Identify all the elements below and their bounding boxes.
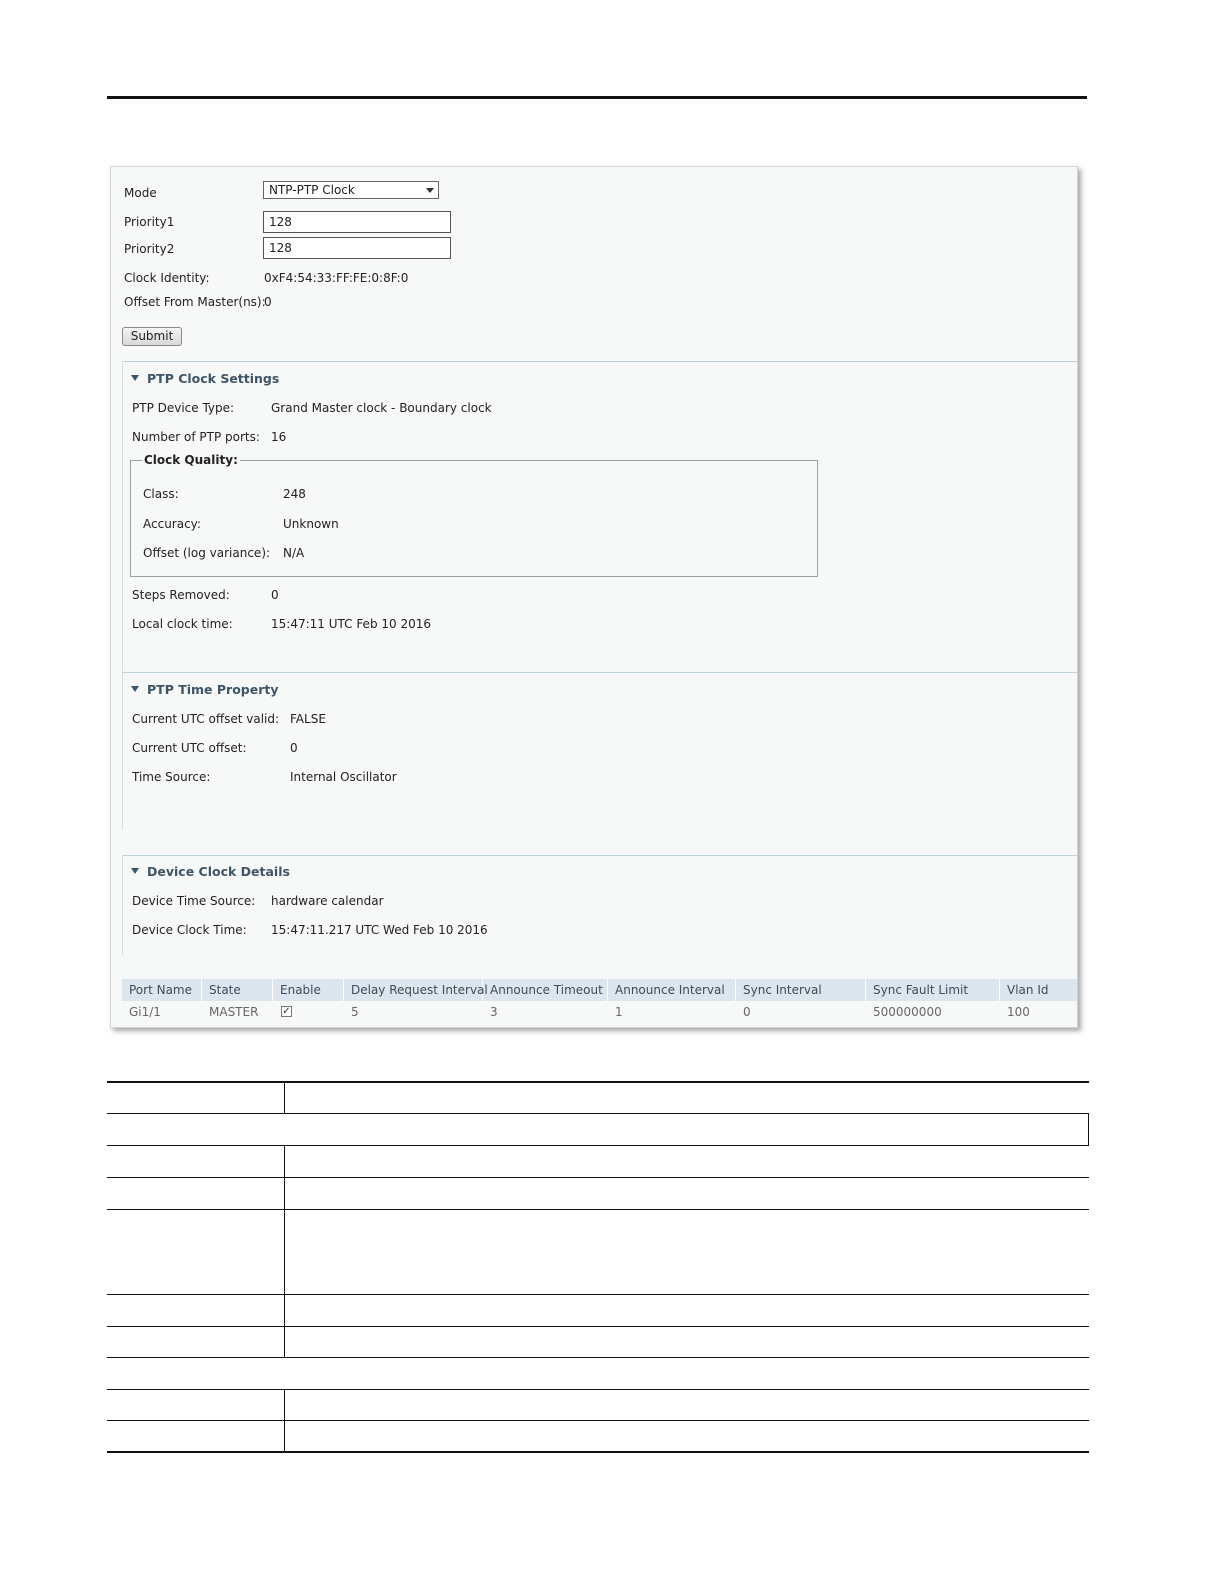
mode-select[interactable]	[263, 181, 439, 199]
table-rule	[107, 1326, 1089, 1327]
table-rule	[107, 1113, 1089, 1114]
table-rule	[107, 1081, 1089, 1083]
priority1-input[interactable]: 128	[263, 211, 451, 233]
device-time-source-label: Device Time Source:	[132, 894, 256, 908]
section-divider	[122, 855, 1077, 856]
table-rule	[107, 1145, 1089, 1146]
local-clock-time-value: 15:47:11 UTC Feb 10 2016	[271, 617, 431, 631]
clock-class-label: Class:	[143, 487, 179, 501]
clock-identity-value: 0xF4:54:33:FF:FE:0:8F:0	[264, 271, 409, 285]
ptp-time-property-title: PTP Time Property	[147, 682, 279, 697]
triangle-down-icon	[131, 375, 139, 381]
mode-select-value: NTP-PTP Clock	[269, 183, 355, 197]
clock-quality-legend: Clock Quality:	[144, 453, 238, 467]
column-header-vlan-id[interactable]: Vlan Id	[1007, 983, 1049, 997]
clock-accuracy-label: Accuracy:	[143, 517, 201, 531]
local-clock-time-label: Local clock time:	[132, 617, 233, 631]
cell-port-name: Gi1/1	[129, 1005, 161, 1019]
section-divider	[122, 672, 1077, 673]
mode-label: Mode	[124, 186, 157, 200]
cell-announce-timeout: 3	[490, 1005, 498, 1019]
steps-removed-label: Steps Removed:	[132, 588, 230, 602]
chevron-down-icon[interactable]	[426, 188, 434, 193]
ptp-time-property-header[interactable]	[131, 682, 279, 697]
ptp-device-type-value: Grand Master clock - Boundary clock	[271, 401, 492, 415]
device-clock-time-label: Device Clock Time:	[132, 923, 247, 937]
clock-offset-label: Offset (log variance):	[143, 546, 271, 560]
submit-button[interactable]: Submit	[122, 327, 182, 346]
device-clock-details-header[interactable]	[131, 864, 290, 879]
ptp-ports-value: 16	[271, 430, 287, 444]
column-header-announce-timeout[interactable]: Announce Timeout	[483, 979, 608, 1001]
page-header-rule	[107, 96, 1087, 99]
section-divider	[122, 361, 1077, 362]
priority2-label: Priority2	[124, 242, 175, 256]
utc-offset-valid-value: FALSE	[290, 712, 326, 726]
ptp-settings-panel	[110, 166, 1078, 1028]
section-border	[122, 361, 123, 671]
table-span-border	[1088, 1113, 1089, 1146]
table-rule	[107, 1294, 1089, 1295]
section-border	[122, 672, 123, 830]
triangle-down-icon	[131, 686, 139, 692]
time-source-label: Time Source:	[132, 770, 211, 784]
clock-class-value: 248	[283, 487, 306, 501]
ptp-device-type-label: PTP Device Type:	[132, 401, 235, 415]
section-border	[122, 855, 123, 955]
cell-vlan-id: 100	[1007, 1005, 1030, 1019]
table-rule	[107, 1177, 1089, 1178]
clock-quality-group	[130, 453, 818, 577]
column-header-port-name[interactable]: Port Name	[122, 979, 202, 1001]
checkbox-checked-icon[interactable]: ✓	[282, 1006, 291, 1017]
ptp-ports-label: Number of PTP ports:	[132, 430, 260, 444]
table-column-divider	[284, 1390, 285, 1452]
time-source-value: Internal Oscillator	[290, 770, 397, 784]
column-header-sync-interval[interactable]: Sync Interval	[736, 979, 866, 1001]
cell-delay-request-interval: 5	[351, 1005, 359, 1019]
priority1-label: Priority1	[124, 215, 175, 229]
table-rule	[107, 1357, 1089, 1358]
table-column-divider	[284, 1146, 285, 1357]
port-table-header	[122, 979, 1077, 1001]
table-rule	[107, 1389, 1089, 1390]
ptp-clock-settings-title: PTP Clock Settings	[147, 371, 280, 386]
column-header-delay-request-interval[interactable]: Delay Request Interval	[344, 979, 483, 1001]
table-rule	[107, 1420, 1089, 1421]
table-rule	[107, 1451, 1089, 1453]
offset-from-master-label: Offset From Master(ns):	[124, 295, 266, 309]
table-column-divider	[284, 1082, 285, 1113]
column-header-enable[interactable]: Enable	[273, 979, 344, 1001]
cell-sync-fault-limit: 500000000	[873, 1005, 942, 1019]
device-clock-time-value: 15:47:11.217 UTC Wed Feb 10 2016	[271, 923, 488, 937]
steps-removed-value: 0	[271, 588, 279, 602]
column-header-state[interactable]: State	[202, 979, 273, 1001]
ptp-clock-settings-header[interactable]	[131, 371, 279, 386]
offset-from-master-value: 0	[264, 295, 272, 309]
device-clock-details-title: Device Clock Details	[147, 864, 290, 879]
clock-accuracy-value: Unknown	[283, 517, 339, 531]
utc-offset-value: 0	[290, 741, 298, 755]
table-rule	[107, 1209, 1089, 1210]
clock-offset-value: N/A	[283, 546, 305, 560]
column-header-announce-interval[interactable]: Announce Interval	[608, 979, 736, 1001]
cell-announce-interval: 1	[615, 1005, 623, 1019]
priority2-input[interactable]: 128	[263, 237, 451, 259]
device-time-source-value: hardware calendar	[271, 894, 384, 908]
triangle-down-icon	[131, 868, 139, 874]
utc-offset-valid-label: Current UTC offset valid:	[132, 712, 280, 726]
clock-identity-label: Clock Identity:	[124, 271, 210, 285]
utc-offset-label: Current UTC offset:	[132, 741, 247, 755]
column-header-sync-fault-limit[interactable]: Sync Fault Limit	[866, 979, 1000, 1001]
cell-sync-interval: 0	[743, 1005, 751, 1019]
cell-state: MASTER	[209, 1005, 259, 1019]
